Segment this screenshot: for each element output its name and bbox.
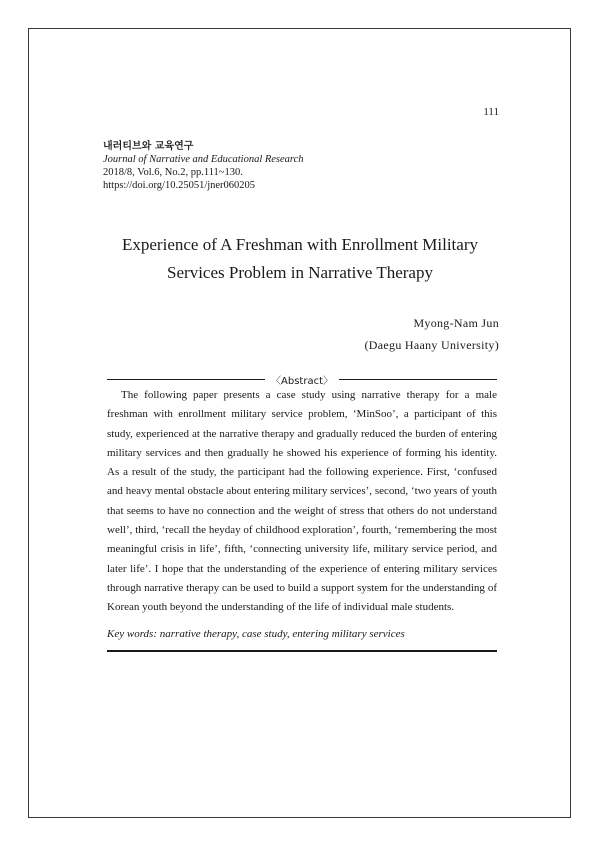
- abstract-header: [107, 372, 497, 386]
- abstract-label: 〈Abstract〉: [271, 375, 333, 387]
- abstract-rule-right: [339, 379, 497, 380]
- journal-korean-name: 내러티브와 교육연구: [103, 141, 194, 152]
- title-line-2: Services Problem in Narrative Therapy: [167, 263, 433, 282]
- abstract-rule-left: [107, 379, 265, 380]
- author-block: [365, 312, 500, 356]
- title-line-1: Experience of A Freshman with Enrollment Military: [122, 235, 478, 254]
- journal-issue: 2018/8, Vol.6, No.2, pp.111~130.: [103, 167, 243, 178]
- paper-title: [60, 231, 540, 287]
- keywords: Key words: narrative therapy, case study, entering military services: [107, 628, 405, 640]
- abstract-text: The following paper presents a case study using narrative therapy for a male freshman with enrollment military service problem, ‘MinSoo’, a participant of this study, experienced at the narrative therapy and gradually reduced the burden of entering military services and then gradually he showed his experience of forming his identity. As a result of the study, the participant had the following experience. First, ‘confused and heavy mental obstacle about entering military services’, second, ‘two years of youth that seems to have no connection and the weight of stress that others do not understand well’, third, ‘recall the heyday of childhood exploration’, fourth, ‘remembering the most meaningful crisis in life’, fifth, ‘connecting university life, military service period, and later life’. I hope that the understanding of the experience of entering military services through narrative therapy can be used to build a support system for the understanding of Korean youth beyond the understanding of the life of individual male students.: [107, 389, 497, 614]
- journal-info: [103, 140, 304, 192]
- page-number: 111: [483, 106, 499, 118]
- author-affiliation: (Daegu Haany University): [364, 338, 499, 352]
- journal-doi[interactable]: https://doi.org/10.25051/jner060205: [103, 180, 256, 191]
- abstract-bottom-rule: [107, 650, 497, 652]
- journal-english-name: Journal of Narrative and Educational Research: [103, 154, 304, 165]
- author-name: Myong-Nam Jun: [413, 316, 499, 330]
